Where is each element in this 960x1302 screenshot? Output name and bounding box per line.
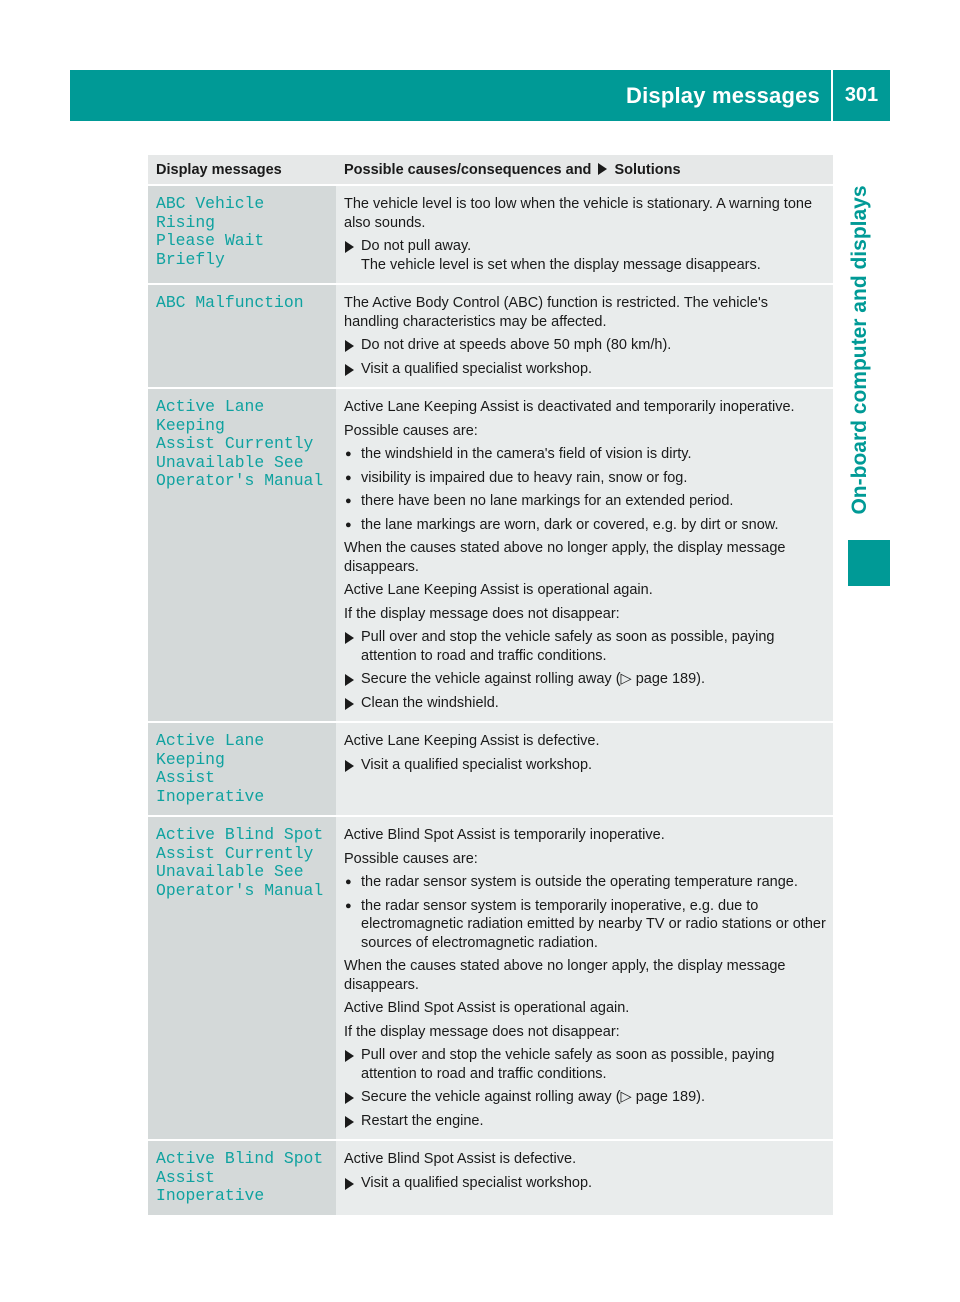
action-step: Pull over and stop the vehicle safely as soon as possible, paying attention to road and traffic conditions. xyxy=(344,1046,826,1083)
display-message-cell xyxy=(148,1140,336,1215)
cause-bullet: ● the radar sensor system is temporarily inoperative, e.g. due to electromagnetic radiation emitted by nearby TV or radio stations or other sources of electromagnetic radiation. xyxy=(344,897,826,953)
column-header-messages: Display messages xyxy=(148,155,336,185)
info-paragraph: Active Lane Keeping Assist is operational again. xyxy=(344,582,653,598)
table-row xyxy=(148,722,833,816)
info-paragraph: Possible causes are: xyxy=(344,422,478,439)
column-header-prefix: Possible causes/consequences and xyxy=(344,162,592,178)
action-step: Do not drive at speeds above 50 mph (80 km/h). xyxy=(344,336,826,355)
action-step: Secure the vehicle against rolling away (▷ page 189). xyxy=(344,670,826,689)
cause-bullet: ● there have been no lane markings for an extended period. xyxy=(344,492,826,511)
display-message-text: Active Blind Spot Assist Inoperative xyxy=(156,1149,324,1205)
chapter-tab-label: On-board computer and displays xyxy=(848,185,871,515)
display-message-cell xyxy=(148,722,336,816)
table-row xyxy=(148,816,833,1140)
info-paragraph: The Active Body Control (ABC) function is restricted. The vehicle's handling characteristics may be affected. xyxy=(344,295,768,330)
display-message-text: Active Lane Keeping Assist Inoperative xyxy=(156,731,265,806)
chapter-tab xyxy=(845,160,875,540)
solution-cell xyxy=(336,816,833,1140)
info-paragraph: If the display message does not disappear: xyxy=(344,1023,620,1040)
info-paragraph: Active Blind Spot Assist is operational again. xyxy=(344,1000,630,1016)
info-paragraph: Possible causes are: xyxy=(344,850,478,867)
display-message-text: Active Lane Keeping Assist Currently Unavailable See Operator's Manual xyxy=(156,397,324,490)
info-paragraph: Active Blind Spot Assist is defective. xyxy=(344,1151,577,1167)
info-paragraph: Active Blind Spot Assist is temporarily inoperative. xyxy=(344,827,665,843)
solution-cell xyxy=(336,1140,833,1215)
info-paragraph: The vehicle level is too low when the vehicle is stationary. A warning tone also sounds. xyxy=(344,196,813,231)
display-message-text: ABC Vehicle Rising Please Wait Briefly xyxy=(156,194,265,269)
table-row xyxy=(148,1140,833,1215)
info-paragraph: When the causes stated above no longer apply, the display message disappears. xyxy=(344,958,786,993)
solution-cell xyxy=(336,284,833,388)
display-messages-table xyxy=(148,155,833,1215)
action-step: Visit a qualified specialist workshop. xyxy=(344,756,826,775)
page-number: 301 xyxy=(844,84,879,106)
table-row xyxy=(148,284,833,388)
action-step: Visit a qualified specialist workshop. xyxy=(344,360,826,379)
section-title: Display messages xyxy=(626,83,820,108)
table-row xyxy=(148,185,833,284)
display-message-cell xyxy=(148,388,336,722)
info-paragraph: If the display message does not disappear: xyxy=(344,605,620,622)
action-arrow-icon xyxy=(598,163,607,175)
action-step: Visit a qualified specialist workshop. xyxy=(344,1174,826,1193)
action-step: Restart the engine. xyxy=(344,1112,826,1131)
column-header-suffix: Solutions xyxy=(614,162,681,178)
action-step: Secure the vehicle against rolling away (▷ page 189). xyxy=(344,1088,826,1107)
table-row xyxy=(148,388,833,722)
action-step: Clean the windshield. xyxy=(344,694,826,713)
display-message-text: ABC Malfunction xyxy=(156,293,304,312)
display-message-cell xyxy=(148,816,336,1140)
display-message-cell xyxy=(148,284,336,388)
display-message-text: Active Blind Spot Assist Currently Unavailable See Operator's Manual xyxy=(156,825,324,900)
chapter-marker xyxy=(848,540,890,586)
display-message-cell xyxy=(148,185,336,284)
solution-cell xyxy=(336,185,833,284)
cause-bullet: ● the lane markings are worn, dark or covered, e.g. by dirt or snow. xyxy=(344,516,826,535)
cause-bullet: ● visibility is impaired due to heavy rain, snow or fog. xyxy=(344,469,826,488)
cause-bullet: ● the windshield in the camera's field of vision is dirty. xyxy=(344,445,826,464)
solution-cell xyxy=(336,388,833,722)
column-header-solutions xyxy=(336,155,833,185)
cause-bullet: ● the radar sensor system is outside the operating temperature range. xyxy=(344,873,826,892)
info-paragraph: When the causes stated above no longer apply, the display message disappears. xyxy=(344,540,786,575)
solution-cell xyxy=(336,722,833,816)
page-header xyxy=(70,70,890,121)
table-header-row xyxy=(148,155,833,185)
action-step: Do not pull away. The vehicle level is set when the display message disappears. xyxy=(344,237,826,274)
action-step: Pull over and stop the vehicle safely as soon as possible, paying attention to road and traffic conditions. xyxy=(344,628,826,665)
info-paragraph: Active Lane Keeping Assist is defective. xyxy=(344,733,600,749)
info-paragraph: Active Lane Keeping Assist is deactivated and temporarily inoperative. xyxy=(344,399,795,415)
